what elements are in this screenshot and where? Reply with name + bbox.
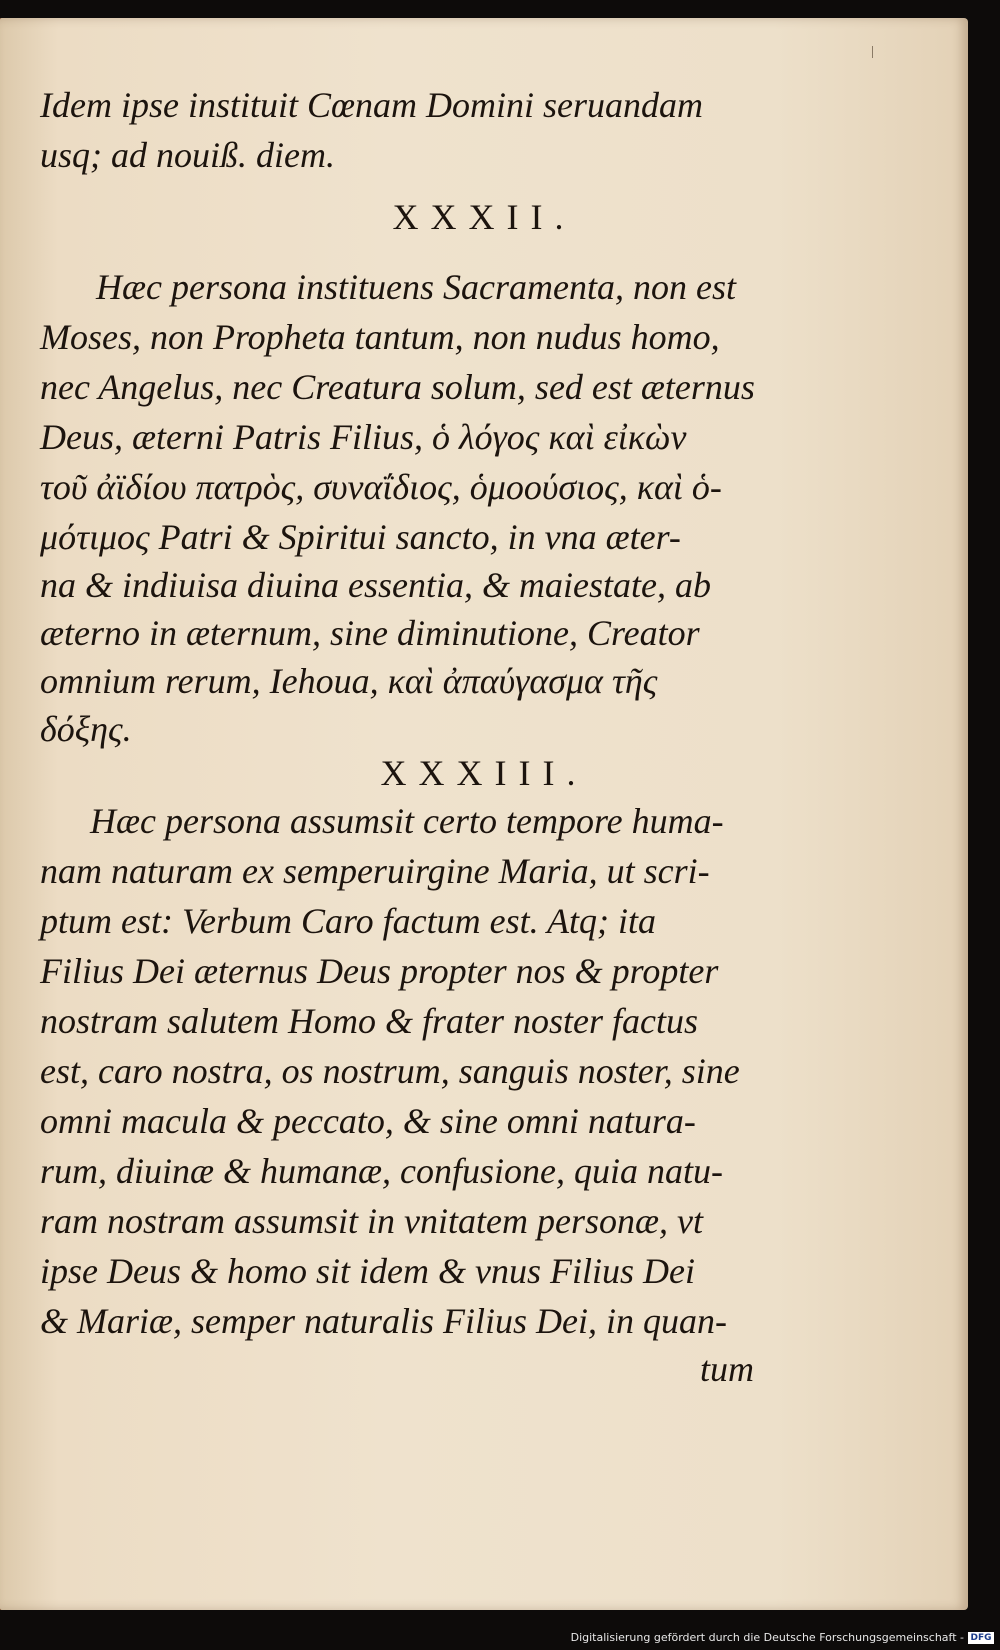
text-line: ptum est: Verbum Caro factum est. Atq; ita bbox=[40, 901, 656, 941]
text-line: δόξης. bbox=[40, 709, 132, 749]
text-line: Moses, non Propheta tantum, non nudus homo, bbox=[40, 317, 720, 357]
text-line: μότιμος Patri & Spiritui sancto, in vna æter- bbox=[40, 517, 681, 557]
text-line: τοῦ ἀϊδίου πατρὸς, συναΐδιος, ὁμοούσιος, καὶ ὁ- bbox=[40, 467, 722, 507]
text-line: Deus, æterni Patris Filius, ὁ λόγος καὶ εἰκὼν bbox=[40, 417, 687, 457]
section-numeral: XXXII. bbox=[392, 197, 576, 237]
catchword: tum bbox=[700, 1349, 754, 1389]
text-line: ram nostram assumsit in vnitatem personæ, vt bbox=[40, 1201, 704, 1241]
text-line: Hæc persona instituens Sacramenta, non est bbox=[96, 267, 736, 307]
section-numeral: XXXIII. bbox=[380, 753, 588, 793]
pencil-mark bbox=[872, 46, 873, 58]
text-line: ipse Deus & homo sit idem & vnus Filius Dei bbox=[40, 1251, 695, 1291]
text-line: Hæc persona assumsit certo tempore huma- bbox=[90, 801, 724, 841]
funding-credit: Digitalisierung gefördert durch die Deutsche Forschungsgemeinschaft - bbox=[570, 1631, 964, 1644]
text-line: rum, diuinæ & humanæ, confusione, quia natu- bbox=[40, 1151, 723, 1191]
text-line: est, caro nostra, os nostrum, sanguis noster, sine bbox=[40, 1051, 740, 1091]
text-line: omni macula & peccato, & sine omni natura- bbox=[40, 1101, 696, 1141]
text-line: omnium rerum, Iehoua, καὶ ἀπαύγασμα τῆς bbox=[40, 661, 658, 701]
text-line: æterno in æternum, sine diminutione, Creator bbox=[40, 613, 700, 653]
text-line: nec Angelus, nec Creatura solum, sed est æternus bbox=[40, 367, 755, 407]
dfg-logo: DFG bbox=[968, 1632, 994, 1644]
text-line: usq; ad nouiß. diem. bbox=[40, 135, 335, 175]
text-line: na & indiuisa diuina essentia, & maiestate, ab bbox=[40, 565, 711, 605]
text-line: nostram salutem Homo & frater noster factus bbox=[40, 1001, 699, 1041]
text-line: nam naturam ex semperuirgine Maria, ut scri- bbox=[40, 851, 710, 891]
text-line: Filius Dei æternus Deus propter nos & propter bbox=[40, 951, 719, 991]
text-line: & Mariæ, semper naturalis Filius Dei, in quan- bbox=[40, 1301, 727, 1341]
text-line: Idem ipse instituit Cœnam Domini seruandam bbox=[40, 85, 703, 125]
